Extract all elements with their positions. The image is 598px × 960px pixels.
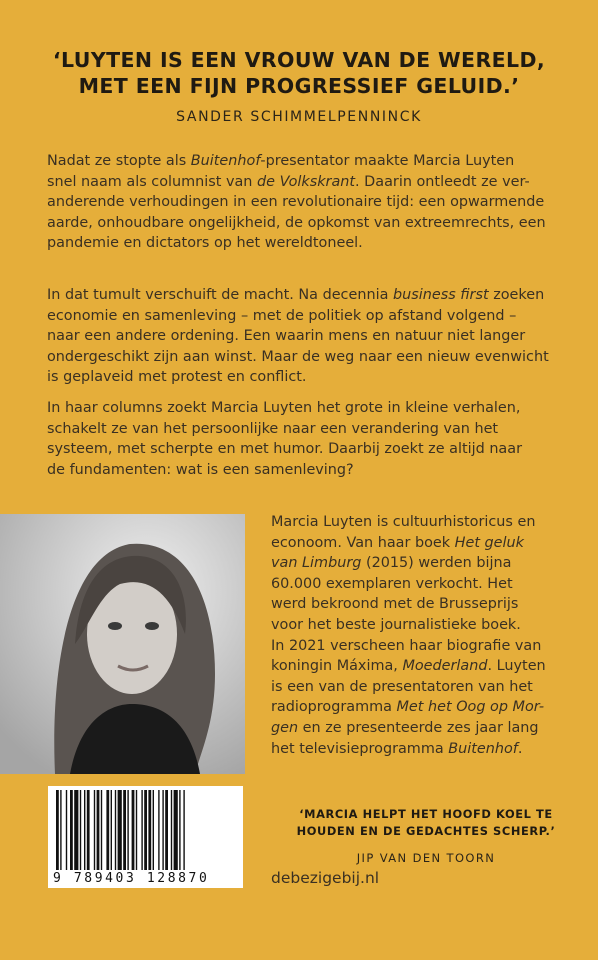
bottom-quote-line: HOUDEN EN DE GEDACHTES SCHERP.’	[296, 824, 556, 838]
bottom-quote-line: ‘MARCIA HELPT HET HOOFD KOEL TE	[299, 807, 553, 821]
barcode-bar	[148, 790, 151, 870]
italic-phrase: business first	[392, 287, 489, 303]
barcode-bar	[118, 790, 122, 870]
text-line: anderende verhoudingen in een revolutionaire tijd: een opwarmende	[47, 194, 545, 211]
text-line: In haar columns zoekt Marcia Luyten het grote in kleine verhalen,	[47, 400, 521, 416]
barcode-bar	[97, 790, 100, 870]
text-run: .	[517, 740, 523, 757]
barcode-bar	[179, 790, 180, 870]
barcode-bar	[174, 790, 178, 870]
barcode-bar	[123, 790, 126, 870]
bottom-quote-attribution: JIP VAN DEN TOORN	[356, 851, 496, 865]
text-line	[47, 151, 567, 172]
text-run: (2015) werden bijna	[361, 555, 512, 572]
barcode-bar	[162, 790, 163, 870]
barcode-bar	[74, 790, 78, 870]
text-run: koningin Máxima,	[271, 658, 403, 675]
barcode-bar	[115, 790, 116, 870]
barcode-bar	[70, 790, 73, 870]
top-quote-attribution: SANDER SCHIMMELPENNINCK	[176, 109, 422, 125]
italic-title: Moederland	[402, 658, 488, 675]
text-run: Nadat ze stopte als	[47, 153, 191, 169]
text-run: en ze presenteerde zes jaar lang	[298, 719, 539, 736]
text-run: econoom. Van haar boek	[271, 534, 455, 551]
text-run: zoeken	[488, 287, 545, 303]
barcode-bar	[141, 790, 142, 870]
text-run: . Daarin ontleedt ze ver-	[355, 173, 530, 190]
italic-title: Buitenhof	[448, 740, 518, 757]
barcode-bar	[132, 790, 135, 870]
text-line	[271, 553, 571, 574]
barcode-bar	[127, 790, 128, 870]
barcode-bar	[106, 790, 109, 870]
text-line: schakelt ze van het persoonlijke naar een verandering van het	[47, 420, 499, 437]
text-run: -presentator maakte Marcia Luyten	[260, 153, 515, 169]
paragraph-3	[47, 398, 567, 480]
barcode-bar	[87, 790, 90, 870]
italic-title: Buitenhof	[190, 153, 261, 169]
text-line	[271, 697, 571, 718]
top-quote-line: ‘LUYTEN IS EEN VROUW VAN DE WERELD,	[52, 48, 546, 72]
italic-title: Met het Oog op Mor-	[396, 699, 545, 716]
publisher-website[interactable]: debezigebij.nl	[271, 869, 380, 887]
text-run: . Luyten	[487, 658, 546, 675]
barcode-bar	[183, 790, 184, 870]
italic-title: Het geluk	[454, 534, 524, 551]
text-line: voor het beste journalistieke boek.	[271, 616, 521, 633]
text-line: is een van de presentatoren van het	[271, 678, 533, 695]
barcode-bar	[153, 790, 154, 870]
barcode-bar	[136, 790, 137, 870]
barcode-bar	[84, 790, 85, 870]
barcode-bar	[165, 790, 168, 870]
isbn-barcode	[48, 786, 243, 888]
author-portrait-illustration	[0, 514, 245, 774]
text-line: is geplaveid met protest en conflict.	[47, 369, 307, 386]
paragraph-2	[47, 285, 567, 388]
author-photo	[0, 514, 245, 774]
text-line: naar een andere ordening. Een waarin mens en natuur niet langer	[47, 328, 526, 345]
text-line: pandemie en dictators op het wereldtoneel.	[47, 235, 363, 252]
text-line: ondergeschikt zijn aan winst. Maar de weg naar een nieuw evenwicht	[47, 348, 549, 365]
top-quote	[30, 47, 568, 99]
text-line: systeem, met scherpte en met humor. Daarbij zoekt ze altijd naar	[47, 441, 522, 458]
top-quote-line: MET EEN FIJN PROGRESSIEF GELUID.’	[78, 74, 520, 98]
bottom-quote	[296, 806, 556, 840]
text-run: het televisieprogramma	[271, 740, 449, 757]
barcode-bar	[56, 790, 59, 870]
italic-title: gen	[271, 719, 299, 736]
barcode-bar	[101, 790, 102, 870]
text-run: radioprogramma	[271, 699, 397, 716]
text-line	[271, 718, 571, 739]
text-line: aarde, onhoudbare ongelijkheid, de opkomst van extreemrechts, een	[47, 214, 546, 231]
italic-title: de Volkskrant	[257, 173, 356, 190]
text-line	[271, 656, 571, 677]
isbn-number: 9 789403 128870	[53, 871, 210, 886]
text-line: economie en samenleving – met de politiek op afstand volgend –	[47, 307, 517, 324]
author-bio	[271, 512, 571, 759]
text-run: snel naam als columnist van	[47, 173, 257, 190]
text-run: In dat tumult verschuift de macht. Na decennia	[47, 287, 393, 303]
barcode-bar	[80, 790, 81, 870]
paragraph-1	[47, 151, 567, 254]
text-line: 60.000 exemplaren verkocht. Het	[271, 575, 513, 592]
barcode-bar	[158, 790, 159, 870]
text-line: de fundamenten: wat is een samenleving?	[47, 461, 354, 478]
barcode-bars	[48, 790, 243, 870]
text-line	[47, 172, 567, 193]
text-line	[271, 739, 571, 760]
barcode-bar	[111, 790, 112, 870]
text-line	[47, 285, 567, 306]
text-line: Marcia Luyten is cultuurhistoricus en	[271, 514, 536, 530]
barcode-bar	[66, 790, 67, 870]
barcode-bar	[171, 790, 172, 870]
text-line: In 2021 verscheen haar biografie van	[271, 637, 542, 654]
text-line	[271, 533, 571, 554]
barcode-bar	[94, 790, 95, 870]
text-line: werd bekroond met de Brusseprijs	[271, 596, 519, 613]
barcode-bar	[144, 790, 147, 870]
italic-title: van Limburg	[271, 555, 362, 572]
barcode-bar	[60, 790, 61, 870]
